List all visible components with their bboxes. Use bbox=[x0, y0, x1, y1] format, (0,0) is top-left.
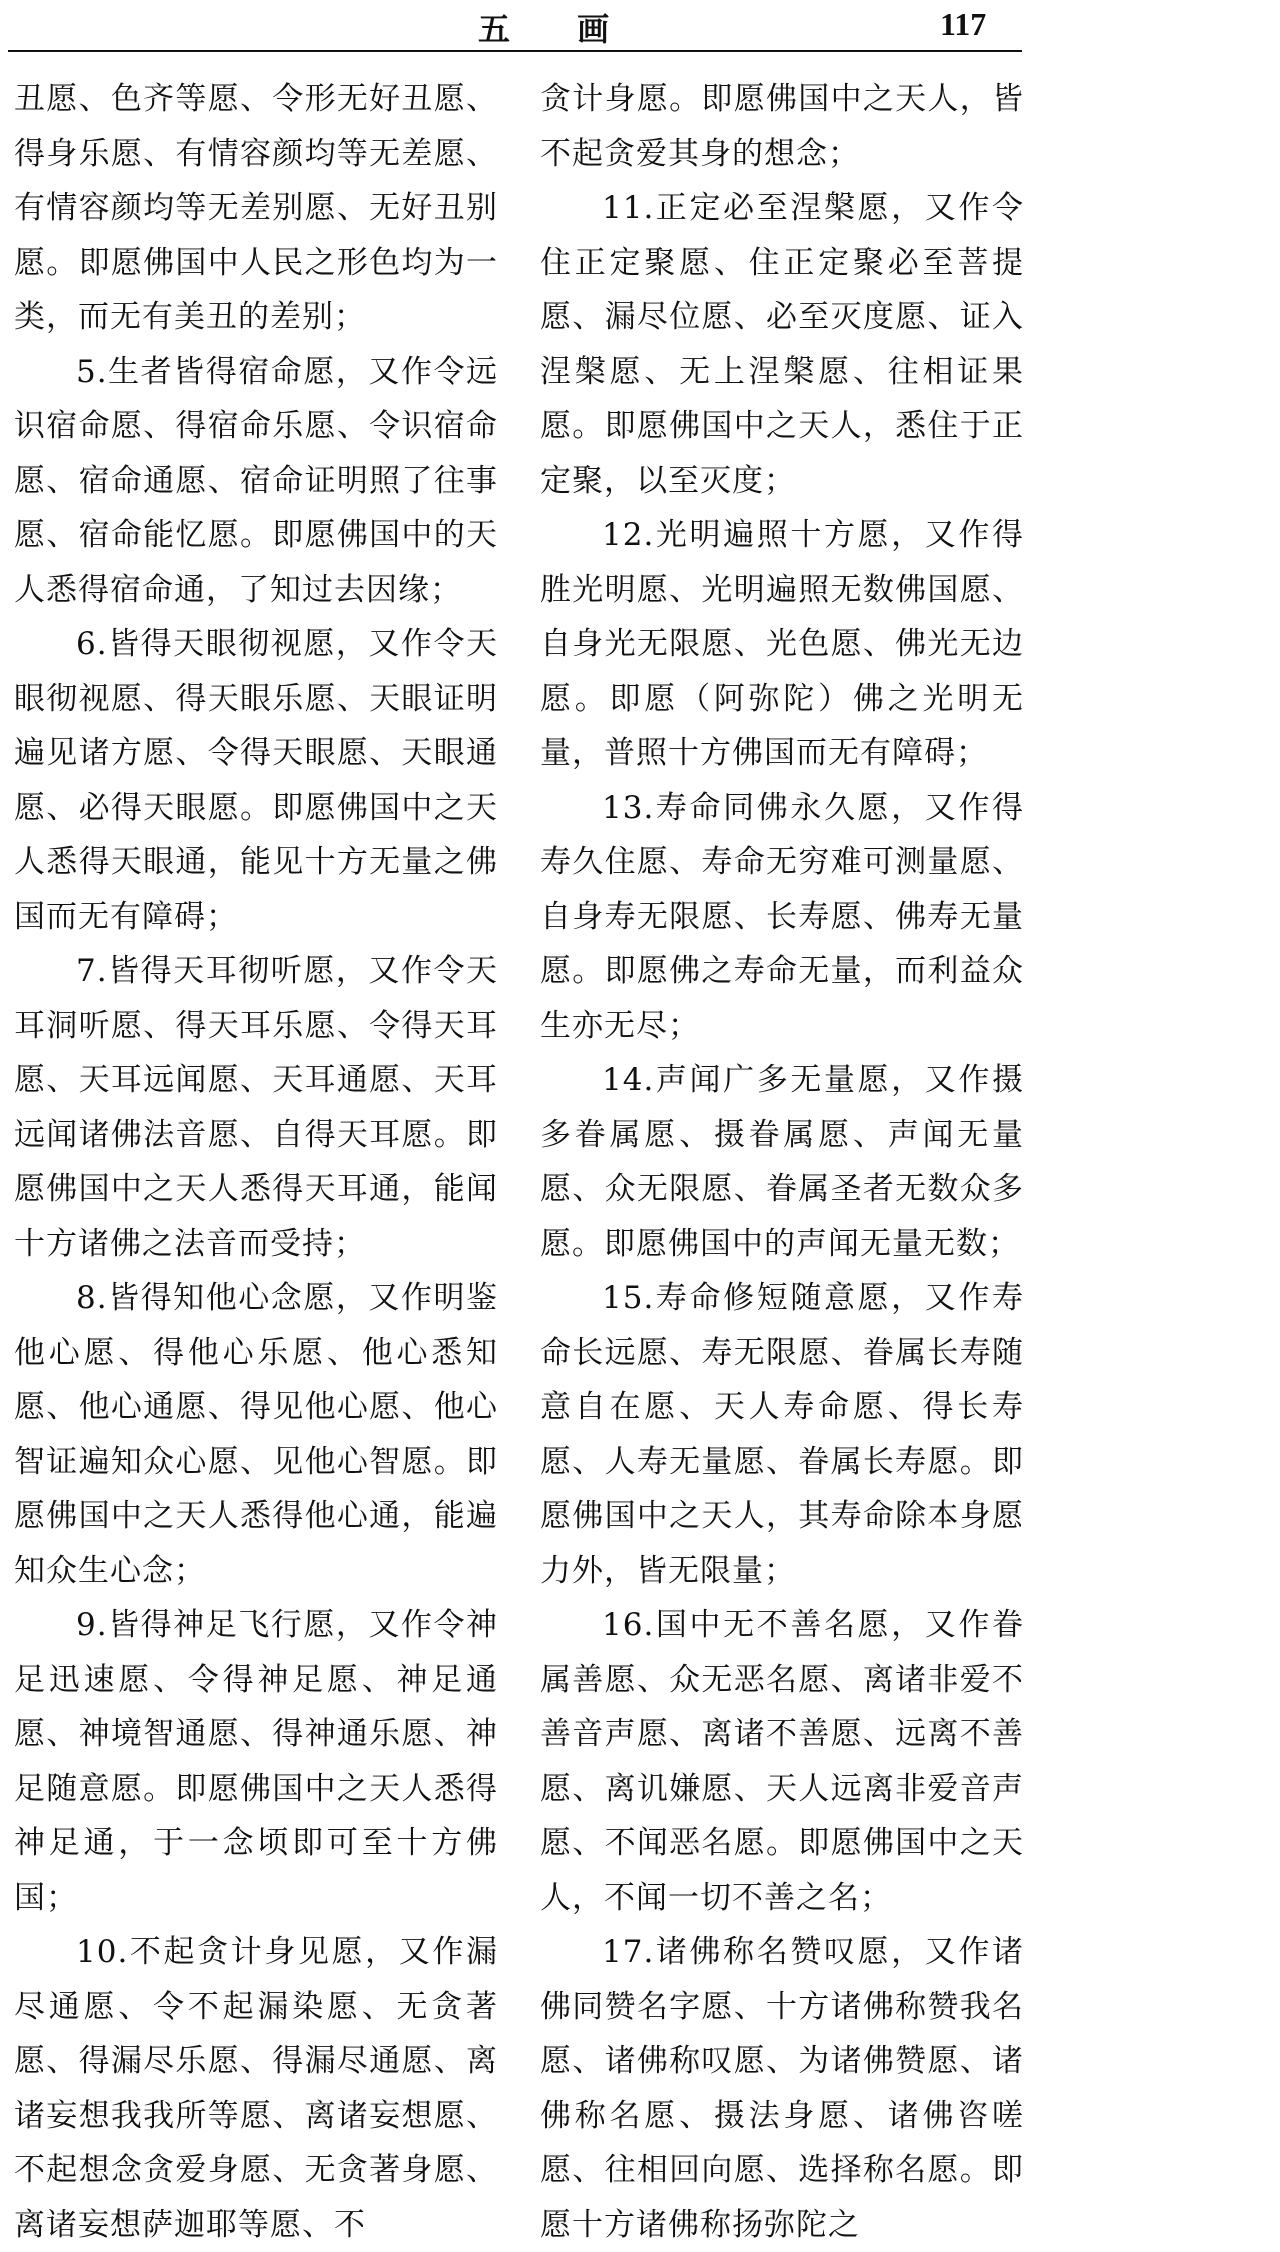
right-column bbox=[540, 72, 1024, 2252]
paragraph: 13.寿命同佛永久愿，又作得寿久住愿、寿命无穷难可测量愿、自身寿无限愿、长寿愿、佛寿无量愿。即愿佛之寿命无量，而利益众生亦无尽； bbox=[540, 789, 1024, 1044]
paragraph: 16.国中无不善名愿，又作眷属善愿、众无恶名愿、离诸非爱不善音声愿、离诸不善愿、远离不善愿、离讥嫌愿、天人远离非爱音声愿、不闻恶名愿。即愿佛国中之天人，不闻一切不善之名； bbox=[540, 1607, 1024, 1916]
paragraph: 11.正定必至涅槃愿，又作令住正定聚愿、住正定聚必至菩提愿、漏尽位愿、必至灭度愿、证入涅槃愿、无上涅槃愿、往相证果愿。即愿佛国中之天人，悉住于正定聚，以至灭度； bbox=[540, 190, 1024, 499]
paragraph: 7.皆得天耳彻听愿，又作令天耳洞听愿、得天耳乐愿、令得天耳愿、天耳远闻愿、天耳通愿、天耳远闻诸佛法音愿、自得天耳愿。即愿佛国中之天人悉得天耳通，能闻十方诸佛之法音而受持； bbox=[14, 953, 498, 1262]
paragraph: 9.皆得神足飞行愿，又作令神足迅速愿、令得神足愿、神足通愿、神境智通愿、得神通乐愿、神足随意愿。即愿佛国中之天人悉得神足通，于一念顷即可至十方佛国； bbox=[14, 1607, 498, 1916]
page-header bbox=[0, 0, 1280, 50]
paragraph: 5.生者皆得宿命愿，又作令远识宿命愿、得宿命乐愿、令识宿命愿、宿命通愿、宿命证明照了往事愿、宿命能忆愿。即愿佛国中的天人悉得宿命通，了知过去因缘； bbox=[14, 353, 498, 608]
paragraph: 8.皆得知他心念愿，又作明鉴他心愿、得他心乐愿、他心悉知愿、他心通愿、得见他心愿、他心智证遍知众心愿、见他心智愿。即愿佛国中之天人悉得他心通，能遍知众生心念； bbox=[14, 1280, 498, 1589]
paragraph: 10.不起贪计身见愿，又作漏尽通愿、令不起漏染愿、无贪著愿、得漏尽乐愿、得漏尽通愿、离诸妄想我我所等愿、离诸妄想愿、不起想念贪爱身愿、无贪著身愿、离诸妄想萨迦耶等愿、不 bbox=[14, 1934, 498, 2243]
paragraph: 15.寿命修短随意愿，又作寿命长远愿、寿无限愿、眷属长寿随意自在愿、天人寿命愿、得长寿愿、人寿无量愿、眷属长寿愿。即愿佛国中之天人，其寿命除本身愿力外，皆无限量； bbox=[540, 1280, 1024, 1589]
paragraph: 贪计身愿。即愿佛国中之天人，皆不起贪爱其身的想念； bbox=[540, 81, 1024, 172]
running-head-title: 五 画 bbox=[478, 10, 638, 48]
paragraph: 12.光明遍照十方愿，又作得胜光明愿、光明遍照无数佛国愿、自身光无限愿、光色愿、佛光无边愿。即愿（阿弥陀）佛之光明无量，普照十方佛国而无有障碍； bbox=[540, 517, 1024, 771]
left-column bbox=[14, 72, 498, 2252]
paragraph: 17.诸佛称名赞叹愿，又作诸佛同赞名字愿、十方诸佛称赞我名愿、诸佛称叹愿、为诸佛赞愿、诸佛称名愿、摄法身愿、诸佛咨嗟愿、往相回向愿、选择称名愿。即愿十方诸佛称扬弥陀之 bbox=[540, 1934, 1024, 2243]
header-rule bbox=[8, 50, 1022, 52]
paragraph: 丑愿、色齐等愿、令形无好丑愿、得身乐愿、有情容颜均等无差愿、有情容颜均等无差别愿、无好丑别愿。即愿佛国中人民之形色均为一类，而无有美丑的差别； bbox=[14, 81, 498, 335]
paragraph: 6.皆得天眼彻视愿，又作令天眼彻视愿、得天眼乐愿、天眼证明遍见诸方愿、令得天眼愿、天眼通愿、必得天眼愿。即愿佛国中之天人悉得天眼通，能见十方无量之佛国而无有障碍； bbox=[14, 626, 498, 935]
page-number: 117 bbox=[940, 6, 987, 42]
paragraph: 14.声闻广多无量愿，又作摄多眷属愿、摄眷属愿、声闻无量愿、众无限愿、眷属圣者无数众多愿。即愿佛国中的声闻无量无数； bbox=[540, 1062, 1024, 1262]
